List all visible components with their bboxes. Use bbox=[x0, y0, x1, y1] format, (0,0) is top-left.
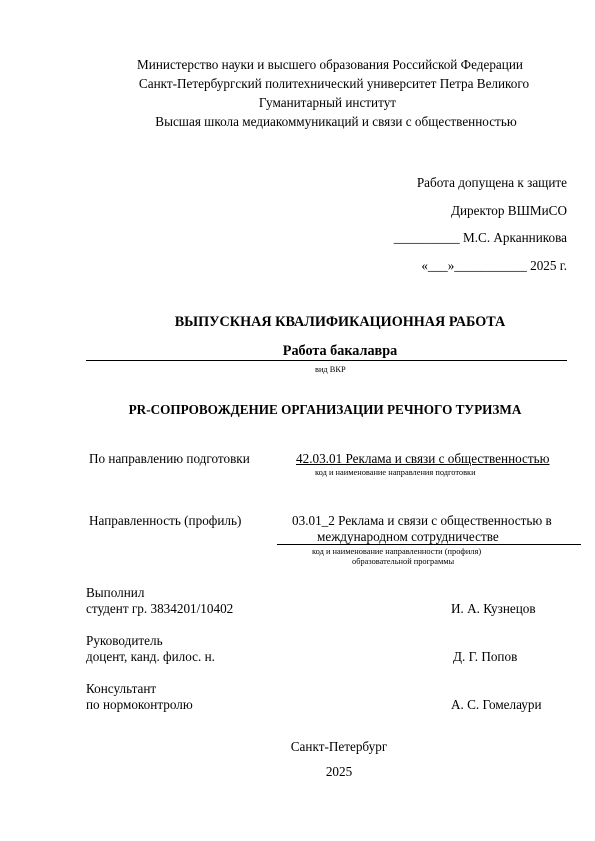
approval-position: Директор ВШМиСО bbox=[450, 203, 567, 218]
ministry-line: Министерство науки и высшего образования Российской Федерации bbox=[137, 57, 523, 72]
author-role2: студент гр. 3834201/10402 bbox=[86, 601, 234, 616]
direction-label: По направлению подготовки bbox=[89, 451, 250, 466]
direction-value: 42.03.01 Реклама и связи с общественностью bbox=[296, 451, 550, 466]
profile-value-line1: 03.01_2 Реклама и связи с общественностью в bbox=[292, 513, 552, 528]
footer-year: 2025 bbox=[325, 764, 353, 779]
consultant-role1: Консультант bbox=[86, 681, 157, 696]
author-name: И. А. Кузнецов bbox=[451, 601, 536, 616]
approval-signature: __________ М.С. Арканникова bbox=[393, 230, 567, 245]
profile-value-line2: международном сотрудничестве bbox=[317, 529, 499, 544]
approval-date: «___»___________ 2025 г. bbox=[421, 258, 567, 273]
author-role1: Выполнил bbox=[86, 585, 145, 600]
work-type-underline bbox=[86, 360, 567, 361]
profile-caption-line1: код и наименование направленности (профиля) bbox=[312, 547, 482, 556]
institute-line: Гуманитарный институт bbox=[258, 95, 397, 110]
work-topic: PR-СОПРОВОЖДЕНИЕ ОРГАНИЗАЦИИ РЕЧНОГО ТУРИЗМА bbox=[128, 402, 522, 417]
footer-city: Санкт-Петербург bbox=[290, 739, 388, 754]
profile-label: Направленность (профиль) bbox=[89, 513, 242, 528]
supervisor-role1: Руководитель bbox=[86, 633, 163, 648]
work-type-caption: вид ВКР bbox=[315, 365, 346, 374]
work-type: Работа бакалавра bbox=[282, 343, 398, 359]
consultant-name: А. С. Гомелаури bbox=[451, 697, 542, 712]
approval-admitted: Работа допущена к защите bbox=[416, 175, 567, 190]
university-line: Санкт-Петербургский политехнический университет Петра Великого bbox=[138, 76, 530, 91]
direction-caption: код и наименование направления подготовки bbox=[315, 468, 476, 477]
consultant-role2: по нормоконтролю bbox=[86, 697, 193, 712]
profile-underline bbox=[277, 544, 581, 545]
profile-caption-line2: образовательной программы bbox=[352, 557, 455, 566]
school-line: Высшая школа медиакоммуникаций и связи с общественностью bbox=[155, 114, 517, 129]
supervisor-role2: доцент, канд. филос. н. bbox=[86, 649, 215, 664]
work-title: ВЫПУСКНАЯ КВАЛИФИКАЦИОННАЯ РАБОТА bbox=[174, 314, 506, 330]
supervisor-name: Д. Г. Попов bbox=[453, 649, 518, 664]
